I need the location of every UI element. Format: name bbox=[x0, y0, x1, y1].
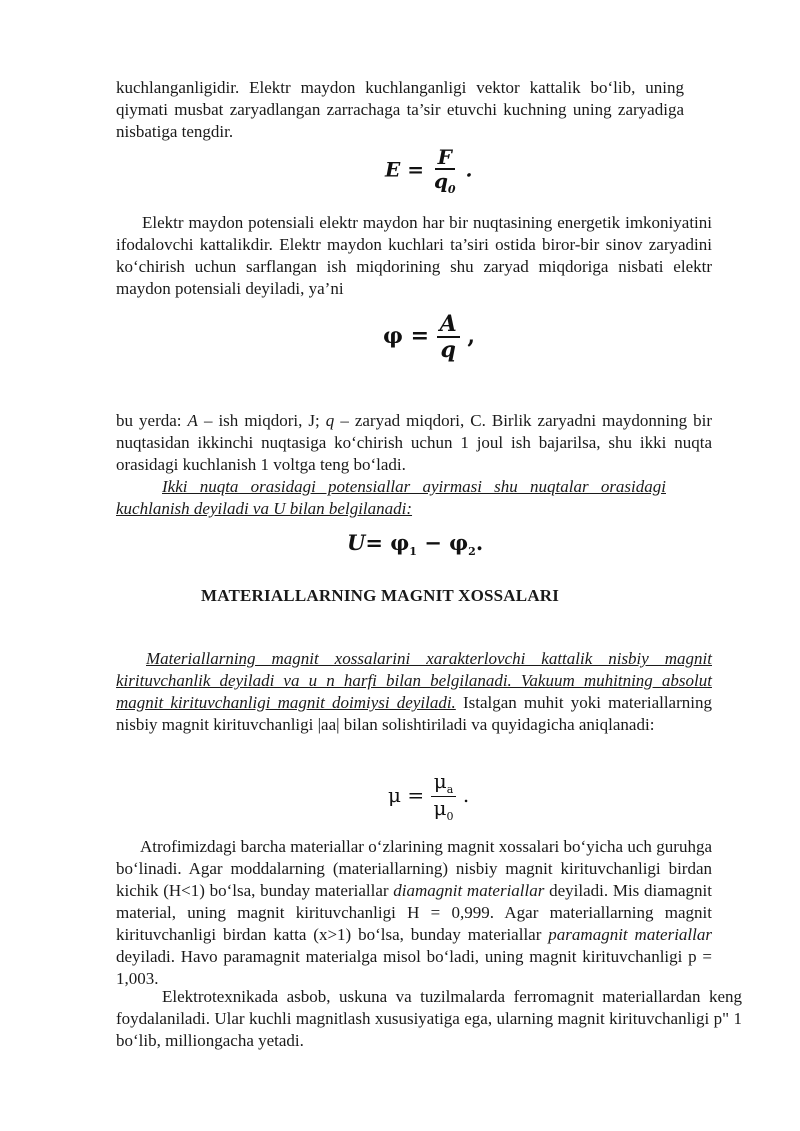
eq-tail: , bbox=[467, 323, 476, 350]
equation-potential bbox=[383, 312, 475, 362]
eq-lhs: φ = bbox=[383, 323, 429, 350]
phi-2: φ bbox=[449, 530, 469, 555]
minus-sign: − bbox=[424, 530, 442, 555]
equation-permeability bbox=[388, 770, 469, 823]
section-heading: MATERIALLARNING MAGNIT XOSSALARI bbox=[201, 586, 560, 605]
denominator: q bbox=[440, 337, 456, 364]
eq-lhs: U= bbox=[347, 530, 383, 555]
paragraph-ferromagnetic: Elektrotexnikada asbob, uskuna va tuzilmalarda ferromagnit materiallardan keng foydalaniladi. Ular kuchli magnitlash xususiyatiga ega, ularning magnit kirituvchanligi p" 1 bo‘lib, milliongacha yetadi. bbox=[116, 987, 742, 1050]
eq-lhs: μ = bbox=[388, 783, 425, 808]
numerator: F bbox=[435, 146, 455, 170]
fraction bbox=[430, 770, 456, 823]
paragraph-permeability: Materiallarning magnit xossalarini xarakterlovchi kattalik nisbiy magnit kirituvchanlik deyiladi va u n harfi bilan belgilanadi. Vakuum muhitning absolut magnit kirituvchanligi magnit doimiysi deyiladi. Istalgan muhit yoki materiallarning nisbiy magnit kirituvchanligi |aa| bilan solishtiriladi va quyidagicha aniqlanadi: bbox=[116, 649, 712, 734]
denominator: $\mu_0$ bbox=[433, 796, 454, 824]
eq-tail: . bbox=[462, 783, 470, 808]
fraction bbox=[431, 146, 459, 196]
numerator: A bbox=[437, 312, 460, 338]
eq-lhs: E = bbox=[385, 157, 424, 182]
paragraph-field-strength: kuchlanganligidir. Elektr maydon kuchlanganligi vektor kattalik bo‘lib, uning qiymati musbat zaryadlangan zarrachaga ta’sir etuvchi kuchning uning zaryadiga nisbatiga tengdir. bbox=[116, 78, 684, 141]
equation-field-strength bbox=[385, 146, 473, 196]
numerator: $\mu_a$ bbox=[431, 770, 457, 797]
phi-1: φ bbox=[390, 530, 410, 555]
paragraph-work-definition: bu yerda: A – ish miqdori, J; q – zaryad miqdori, C. Birlik zaryadni maydonning bir nuqtasidan ikkinchi nuqtasiga ko‘chirish uchun 1 joul ish bajarilsa, shu ikki nuqta orasidagi kuchlanish 1 voltga teng bo‘ladi. bbox=[116, 411, 712, 474]
denominator: $q_0$ bbox=[433, 169, 456, 196]
paragraph-voltage-definition: Ikki nuqta orasidagi potensiallar ayirmasi shu nuqtalar orasidagi kuchlanish deyiladi va U bilan belgilanadi: bbox=[116, 477, 666, 518]
paragraph-potential: Elektr maydon potensiali elektr maydon har bir nuqtasining energetik imkoniyatini ifodalovchi kattalikdir. Elektr maydon kuchlari ta’siri ostida biror-bir sinov zaryadini ko‘chirish uchun sarflangan ish miqdorining shu zaryad miqdoriga nisbati elektr maydon potensiali deyiladi, ya’ni bbox=[116, 213, 712, 298]
equation-voltage: $U= \varphi_1 - \varphi_2$. bbox=[347, 530, 484, 559]
paragraph-material-groups: Atrofimizdagi barcha materiallar o‘zlarining magnit xossalari bo‘yicha uch guruhga bo‘linadi. Agar moddalarning (materiallarning) nisbiy magnit kirituvchanligi birdan kichik (H<1) bo‘lsa, bunday materiallar diamagnit materiallar deyiladi. Mis diamagnit material, uning magnit kirituvchanligi H = 0,999. Agar materiallarning magnit kirituvchanligi birdan katta (x>1) bo‘lsa, bunday materiallar paramagnit materiallar deyiladi. Havo paramagnit materialga misol bo‘ladi, uning magnit kirituvchanligi p = 1,003. bbox=[116, 837, 712, 988]
underlined-definition: Materiallarning magnit xossalarini xarakterlovchi kattalik nisbiy magnit kirituvchanlik deyiladi va u n harfi bilan belgilanadi. Vakuum muhitning absolut magnit kirituvchanligi magnit doimiysi deyiladi. bbox=[116, 649, 712, 712]
fraction bbox=[437, 312, 460, 362]
eq-tail: . bbox=[465, 157, 473, 182]
